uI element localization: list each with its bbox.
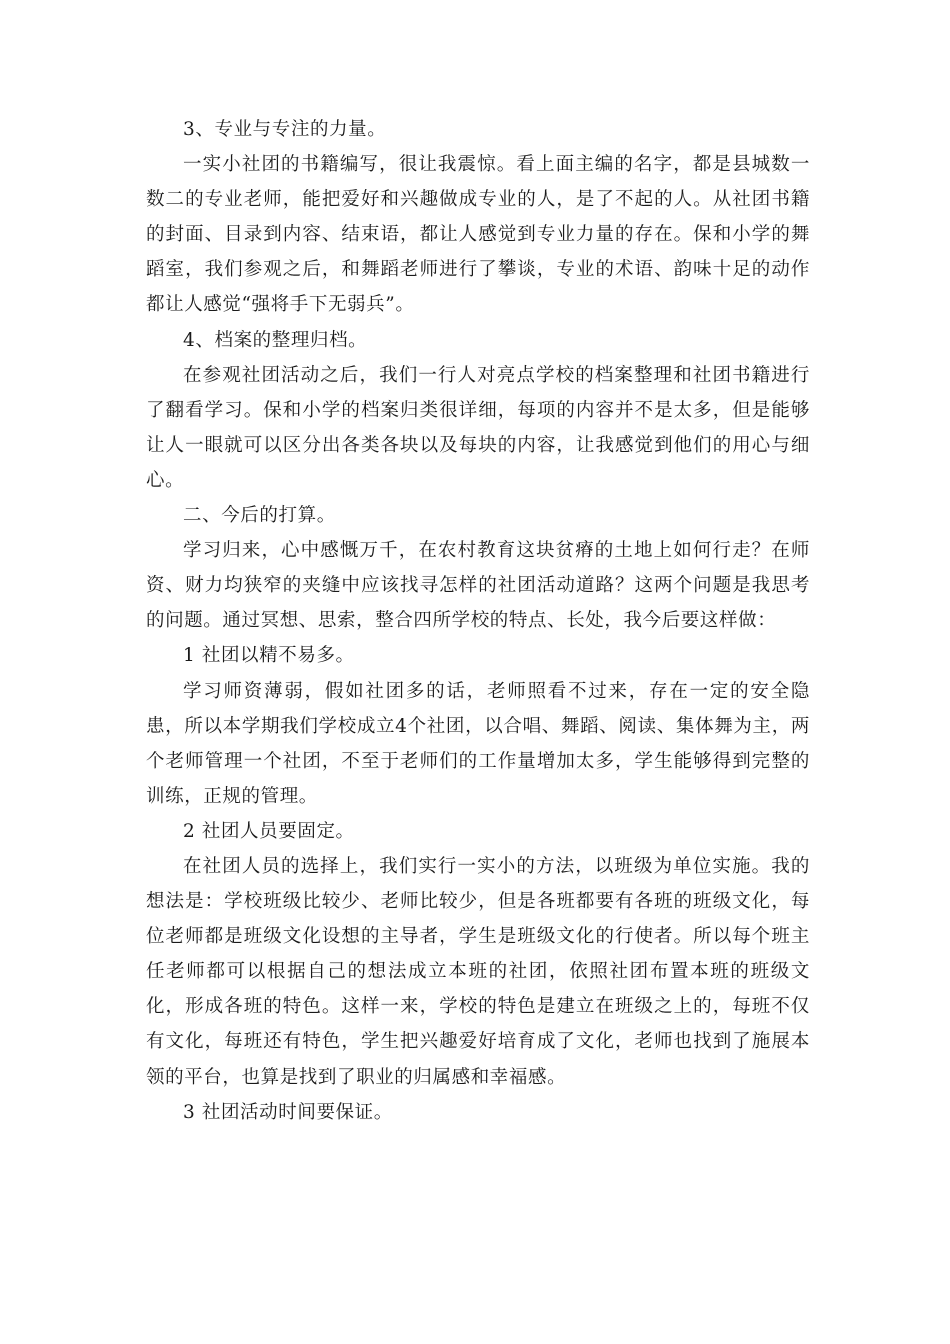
paragraph-professional-power: 一实小社团的书籍编写，很让我震惊。看上面主编的名字，都是县城数一数二的专业老师，能把爱好和兴趣做成专业的人，是了不起的人。从社团书籍的封面、目录到内容、结束语，都让人感觉到专业力量的存在。保和小学的舞蹈室，我们参观之后，和舞蹈老师进行了攀谈，专业的术语、韵味十足的动作都让人感觉“强将手下无弱兵”。 [146, 154, 810, 316]
paragraph-archive: 在参观社团活动之后，我们一行人对亮点学校的档案整理和社团书籍进行了翻看学习。保和小学的档案归类很详细，每项的内容并不是太多，但是能够让人一眼就可以区分出各类各块以及每块的内容，让我感觉到他们的用心与细心。 [146, 364, 810, 491]
paragraph-reflection: 学习归来，心中感慨万千，在农村教育这块贫瘠的土地上如何行走？在师资、财力均狭窄的夹缝中应该找寻怎样的社团活动道路？这两个问题是我思考的问题。通过冥想、思索，整合四所学校的特点、长处，我今后要这样做： [146, 540, 810, 632]
plan-heading-2: 2 社团人员要固定。 [183, 820, 355, 842]
document-body [146, 112, 810, 1130]
section-heading-3: 3、专业与专注的力量。 [183, 119, 387, 140]
paragraph-plan-2: 在社团人员的选择上，我们实行一实小的方法，以班级为单位实施。我的想法是：学校班级比较少、老师比较少，但是各班都要有各班的班级文化，每位老师都是班级文化设想的主导者，学生是班级文化的行使者。所以每个班主任老师都可以根据自己的想法成立本班的社团，依照社团布置本班的班级文化，形成各班的特色。这样一来，学校的特色是建立在班级之上的，每班不仅有文化，每班还有特色，学生把兴趣爱好培育成了文化，老师也找到了施展本领的平台，也算是找到了职业的归属感和幸福感。 [146, 855, 810, 1088]
section-heading-future-plans: 二、今后的打算。 [183, 505, 336, 527]
plan-heading-3: 3 社团活动时间要保证。 [183, 1101, 393, 1123]
plan-heading-1: 1 社团以精不易多。 [183, 645, 355, 667]
paragraph-plan-1: 学习师资薄弱，假如社团多的话，老师照看不过来，存在一定的安全隐患，所以本学期我们学校成立4个社团，以合唱、舞蹈、阅读、集体舞为主，两个老师管理一个社团，不至于老师们的工作量增加太多，学生能够得到完整的训练，正规的管理。 [146, 680, 810, 807]
section-heading-4: 4、档案的整理归档。 [183, 329, 368, 351]
